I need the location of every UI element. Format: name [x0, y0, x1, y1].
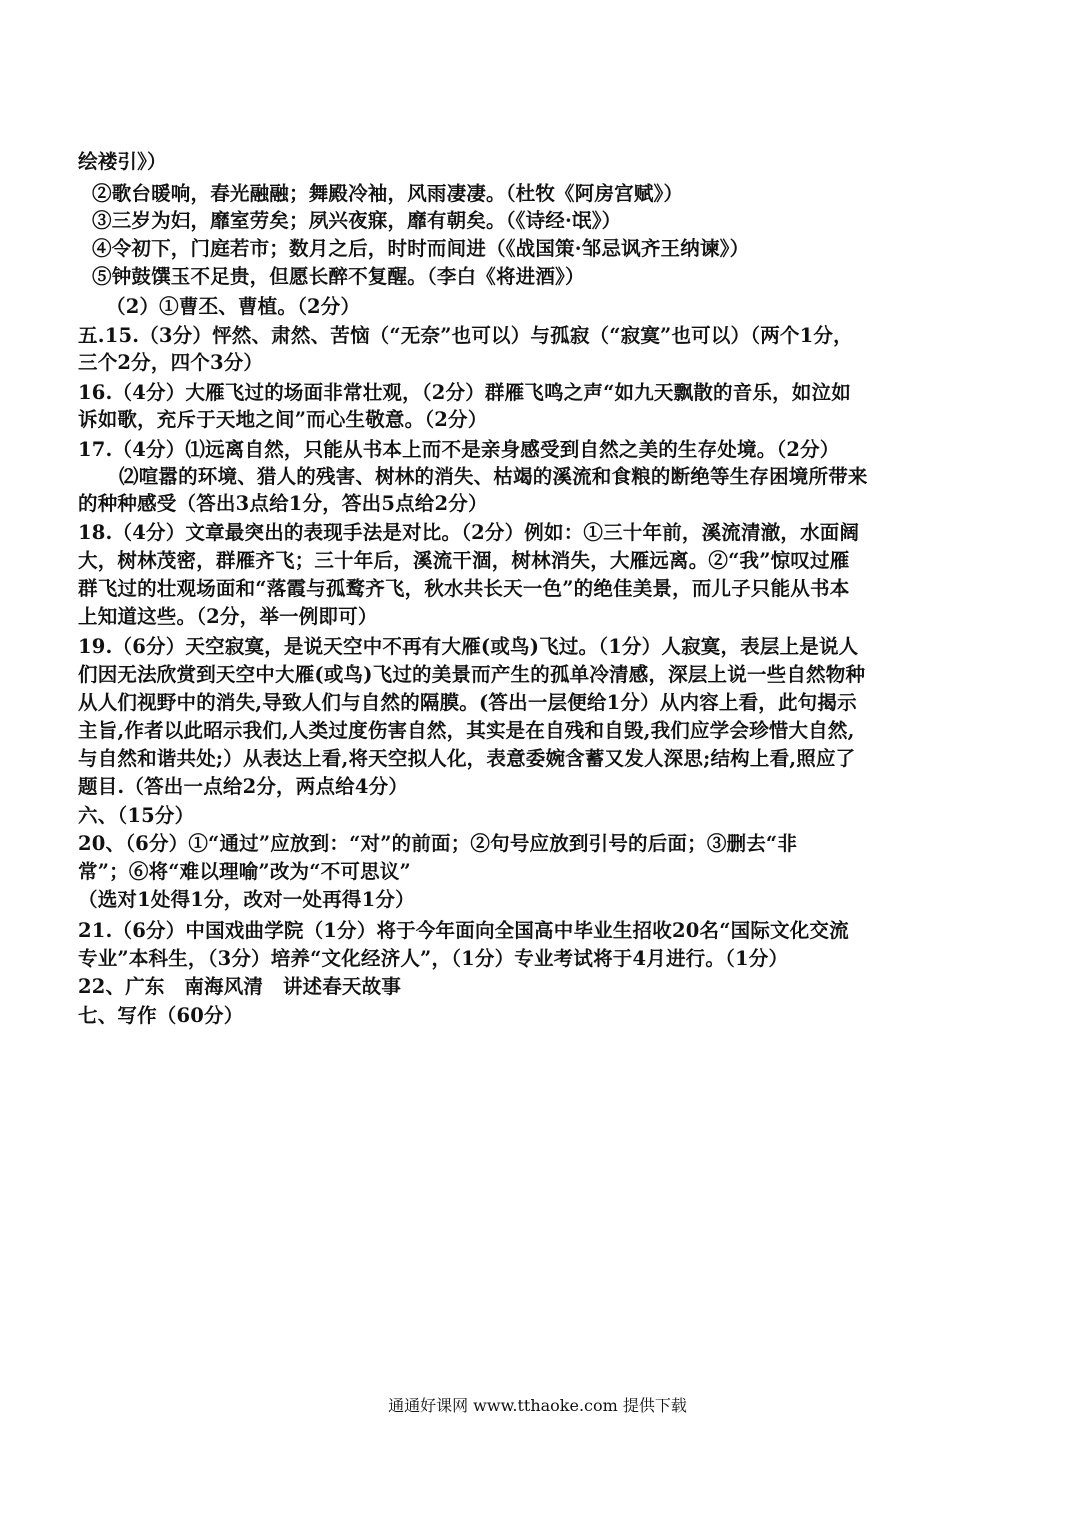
text-line: 16.（4分）大雁飞过的场面非常壮观，（2分）群雁飞鸣之声“如九天飘散的音乐，如泣如	[78, 381, 851, 404]
text-line: 上知道这些。（2分，举一例即可）	[78, 605, 378, 628]
text-line: 20、（6分）①“通过”应放到：“对”的前面；②句号应放到引号的后面；③删去“非	[78, 832, 798, 855]
text-line: 群飞过的壮观场面和“落霞与孤鹜齐飞，秋水共长天一色”的绝佳美景，而儿子只能从书本	[78, 577, 850, 600]
text-line: 与自然和谐共处;）从表达上看,将天空拟人化，表意委婉含蓄又发人深思;结构上看,照应了	[78, 747, 856, 770]
text-line: 大，树林茂密，群雁齐飞；三十年后，溪流干涸，树林消失，大雁远离。②“我”惊叹过雁	[78, 549, 850, 572]
text-line: 21.（6分）中国戏曲学院（1分）将于今年面向全国高中毕业生招收20名“国际文化交流	[78, 919, 849, 942]
text-line: 七、写作（60分）	[78, 1004, 244, 1027]
text-line: 绘褛引》）	[78, 150, 167, 173]
text-line: 17.（4分）⑴远离自然，只能从书本上而不是亲身感受到自然之美的生存处境。（2分）	[78, 438, 840, 461]
text-line: ⑵喧嚣的环境、猎人的残害、树林的消失、枯竭的溪流和食粮的断绝等生存困境所带来	[119, 465, 868, 488]
footer-watermark: 通通好课网 www.tthaoke.com 提供下载	[388, 1396, 687, 1415]
text-line: 诉如歌，充斥于天地之间”而心生敬意。（2分）	[78, 408, 488, 431]
text-line: 18.（4分）文章最突出的表现手法是对比。（2分）例如：①三十年前，溪流清澈，水面阔	[78, 521, 860, 544]
text-line: 的种种感受（答出3点给1分，答出5点给2分）	[78, 492, 488, 515]
text-line: ⑤钟鼓馔玉不足贵，但愿长醉不复醒。（李白《将进酒》）	[92, 265, 585, 288]
text-line: 们因无法欣赏到天空中大雁(或鸟)飞过的美景而产生的孤单冷清感，深层上说一些自然物种	[78, 663, 866, 686]
text-line: 19.（6分）天空寂寞，是说天空中不再有大雁(或鸟)飞过。（1分）人寂寞，表层上是说人	[78, 635, 859, 658]
text-line: 六、（15分）	[78, 804, 195, 827]
text-line: 常”；⑥将“难以理喻”改为“不可思议”	[78, 860, 411, 883]
text-line: 主旨,作者以此昭示我们,人类过度伤害自然，其实是在自残和自毁,我们应学会珍惜大自然,	[78, 719, 855, 742]
text-line: （2）①曹丕、曹植。（2分）	[106, 295, 361, 318]
text-line: ③三岁为妇，靡室劳矣；夙兴夜寐，靡有朝矣。（《诗经·氓》）	[92, 209, 622, 232]
text-line: ②歌台暖响，春光融融；舞殿冷袖，风雨凄凄。（杜牧《阿房宫赋》）	[92, 182, 684, 205]
text-line: ④令初下，门庭若市；数月之后，时时而间进（《战国策·邹忌讽齐王纳谏》）	[92, 237, 750, 260]
text-line: 题目.（答出一点给2分，两点给4分）	[78, 775, 409, 798]
text-line: 五.15.（3分）怦然、肃然、苦恼（“无奈”也可以）与孤寂（“寂寞”也可以）（两个1分，	[78, 324, 853, 347]
text-line: 专业”本科生，（3分）培养“文化经济人”，（1分）专业考试将于4月进行。（1分）	[78, 947, 789, 970]
text-line: 三个2分，四个3分）	[78, 351, 264, 374]
text-line: 从人们视野中的消失,导致人们与自然的隔膜。(答出一层便给1分）从内容上看，此句揭示	[78, 691, 857, 714]
text-line: 22、广东 南海风清 讲述春天故事	[78, 975, 402, 998]
text-line: （选对1处得1分，改对一处再得1分）	[78, 888, 415, 911]
